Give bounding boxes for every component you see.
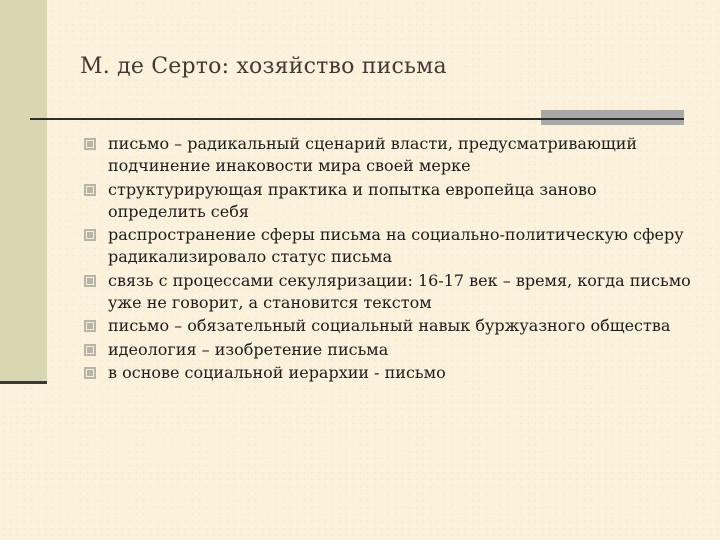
square-bullet-icon [84, 275, 96, 287]
bullet-text: письмо – обязательный социальный навык буржуазного общества [108, 316, 671, 335]
bullet-item [84, 179, 694, 223]
bullet-text: распространение сферы письма на социально-политическую сферу радикализировало статус письма [108, 225, 684, 266]
square-bullet-icon [84, 367, 96, 379]
bullet-text: идеология – изобретение письма [108, 339, 389, 359]
bullet-item [84, 362, 694, 384]
decorative-side-strip [0, 0, 47, 383]
bullet-item [84, 315, 694, 337]
title-rule [30, 118, 684, 120]
slide-title: М. де Серто: хозяйство письма [80, 54, 447, 79]
bullet-item [84, 270, 694, 314]
square-bullet-icon [84, 320, 96, 332]
bullet-item [84, 339, 694, 361]
bullet-text: письмо – радикальный сценарий власти, предусматривающий подчинение инаковости мира своей мерке [108, 134, 638, 175]
side-strip-underline [0, 381, 47, 384]
bullet-text: структурирующая практика и попытка европейца заново определить себя [108, 179, 597, 221]
bullet-item [84, 224, 694, 268]
bullet-list [84, 133, 694, 386]
bullet-text: в основе социальной иерархии - письмо [108, 363, 446, 382]
square-bullet-icon [84, 229, 96, 241]
bullet-text: связь с процессами секуляризации: 16-17 век – время, когда письмо уже не говорит, а становится текстом [108, 270, 691, 312]
square-bullet-icon [84, 184, 96, 196]
bullet-item [84, 133, 694, 177]
square-bullet-icon [84, 344, 96, 356]
square-bullet-icon [84, 138, 96, 150]
